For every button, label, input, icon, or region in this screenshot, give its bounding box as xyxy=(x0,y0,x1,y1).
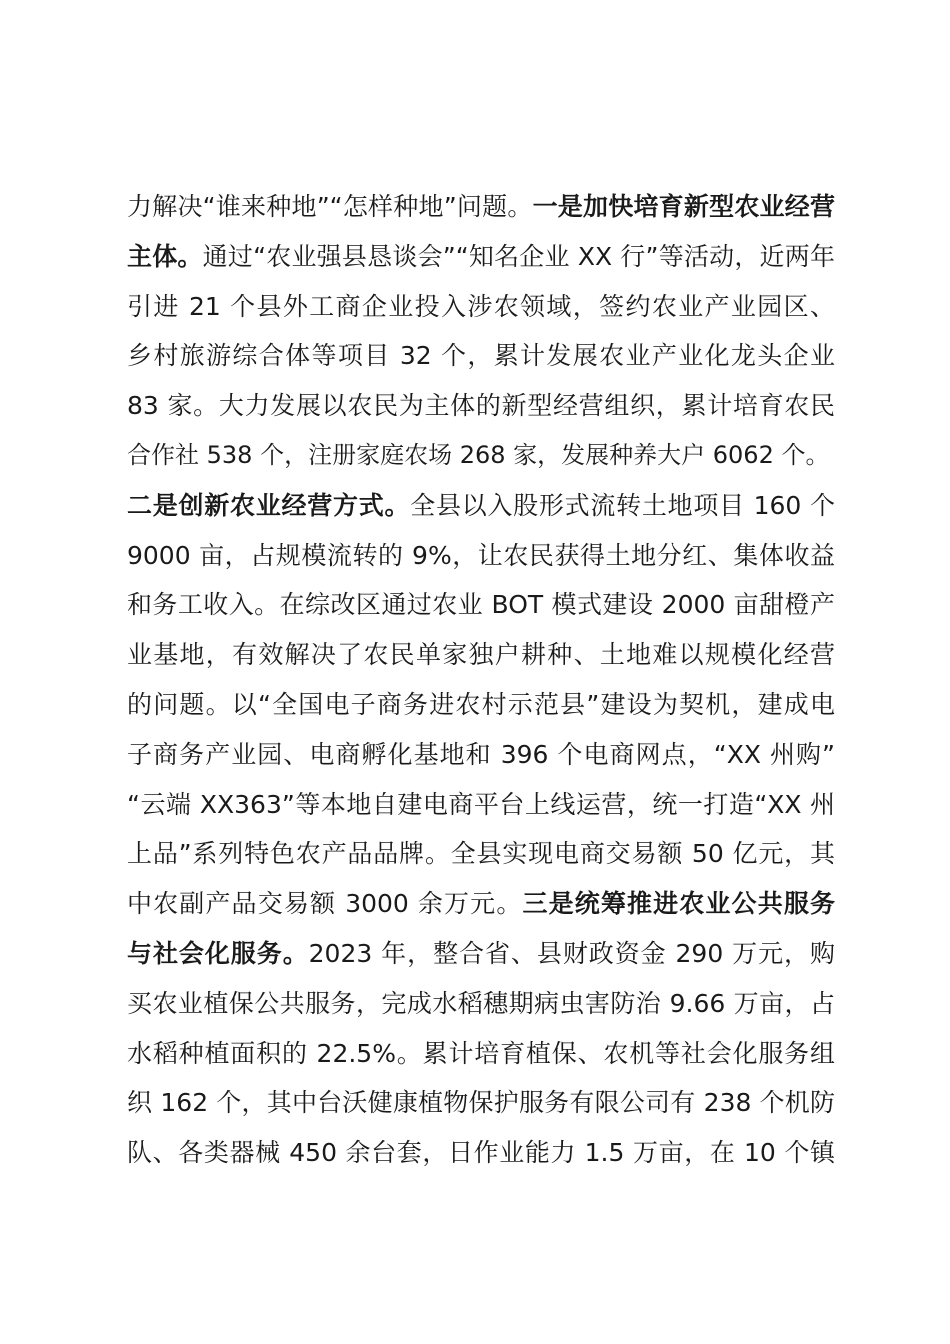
text-line xyxy=(127,780,835,830)
paragraph-text: 买农业植保公共服务，完成水稻穗期病虫害防治 9.66 万亩，占 xyxy=(127,988,835,1018)
paragraph-text: 全县以入股形式流转土地项目 160 个 xyxy=(410,490,835,520)
paragraph-text: 乡村旅游综合体等项目 32 个，累计发展农业产业化龙头企业 xyxy=(127,341,835,371)
text-line xyxy=(127,1078,835,1128)
text-line xyxy=(127,630,835,680)
text-line xyxy=(127,282,835,332)
paragraph-text: 中农副产品交易额 3000 余万元。 xyxy=(127,889,523,919)
paragraph-text: 2023 年，整合省、县财政资金 290 万元，购 xyxy=(308,938,835,968)
paragraph-text: 队、各类器械 450 余台套，日作业能力 1.5 万亩，在 10 个镇 xyxy=(127,1138,835,1168)
text-line xyxy=(127,481,835,531)
text-line xyxy=(127,431,835,481)
paragraph-text: 水稻种植面积的 22.5%。累计培育植保、农机等社会化服务组 xyxy=(127,1038,835,1068)
text-line xyxy=(127,879,835,929)
paragraph-text: 和务工收入。在综改区通过农业 BOT 模式建设 2000 亩甜橙产 xyxy=(127,590,835,620)
bold-heading-text: 一是加快培育新型农业经营 xyxy=(532,192,835,221)
paragraph-text: 83 家。大力发展以农民为主体的新型经营组织，累计培育农民 xyxy=(127,391,835,421)
paragraph-text: 力解决“谁来种地”“怎样种地”问题。 xyxy=(127,192,533,221)
body-text xyxy=(127,182,835,1178)
bold-heading-text: 三是统筹推进农业公共服务 xyxy=(522,889,835,919)
text-line xyxy=(127,232,835,282)
paragraph-text: 的问题。以“全国电子商务进农村示范县”建设为契机，建成电 xyxy=(127,689,835,719)
bold-heading-text: 主体。 xyxy=(127,241,203,271)
text-line xyxy=(127,1128,835,1178)
paragraph-text: 9000 亩，占规模流转的 9%，让农民获得土地分红、集体收益 xyxy=(127,540,835,570)
text-line xyxy=(127,829,835,879)
text-line xyxy=(127,1029,835,1079)
text-line xyxy=(127,979,835,1029)
paragraph-text: 织 162 个，其中台沃健康植物保护服务有限公司有 238 个机防 xyxy=(127,1088,835,1118)
paragraph-text: 通过“农业强县恳谈会”“知名企业 XX 行”等活动，近两年 xyxy=(202,241,835,271)
paragraph-text: 合作社 538 个，注册家庭农场 268 家，发展种养大户 6062 个。 xyxy=(127,440,830,469)
text-line xyxy=(127,680,835,730)
text-line xyxy=(127,381,835,431)
text-line xyxy=(127,331,835,381)
paragraph-text: 子商务产业园、电商孵化基地和 396 个电商网点，“XX 州购” xyxy=(127,739,835,769)
bold-heading-text: 与社会化服务。 xyxy=(127,938,309,968)
text-line xyxy=(127,580,835,630)
bold-heading-text: 二是创新农业经营方式。 xyxy=(127,490,411,520)
text-line xyxy=(127,929,835,979)
text-line xyxy=(127,730,835,780)
paragraph-text: 引进 21 个县外工商企业投入涉农领域，签约农业产业园区、 xyxy=(127,291,835,321)
paragraph-text: 业基地，有效解决了农民单家独户耕种、土地难以规模化经营 xyxy=(127,640,835,670)
paragraph-text: 上品”系列特色农产品品牌。全县实现电商交易额 50 亿元，其 xyxy=(127,839,835,869)
text-line xyxy=(127,531,835,581)
text-line xyxy=(127,182,835,232)
paragraph-text: “云端 XX363”等本地自建电商平台上线运营，统一打造“XX 州 xyxy=(127,789,835,819)
